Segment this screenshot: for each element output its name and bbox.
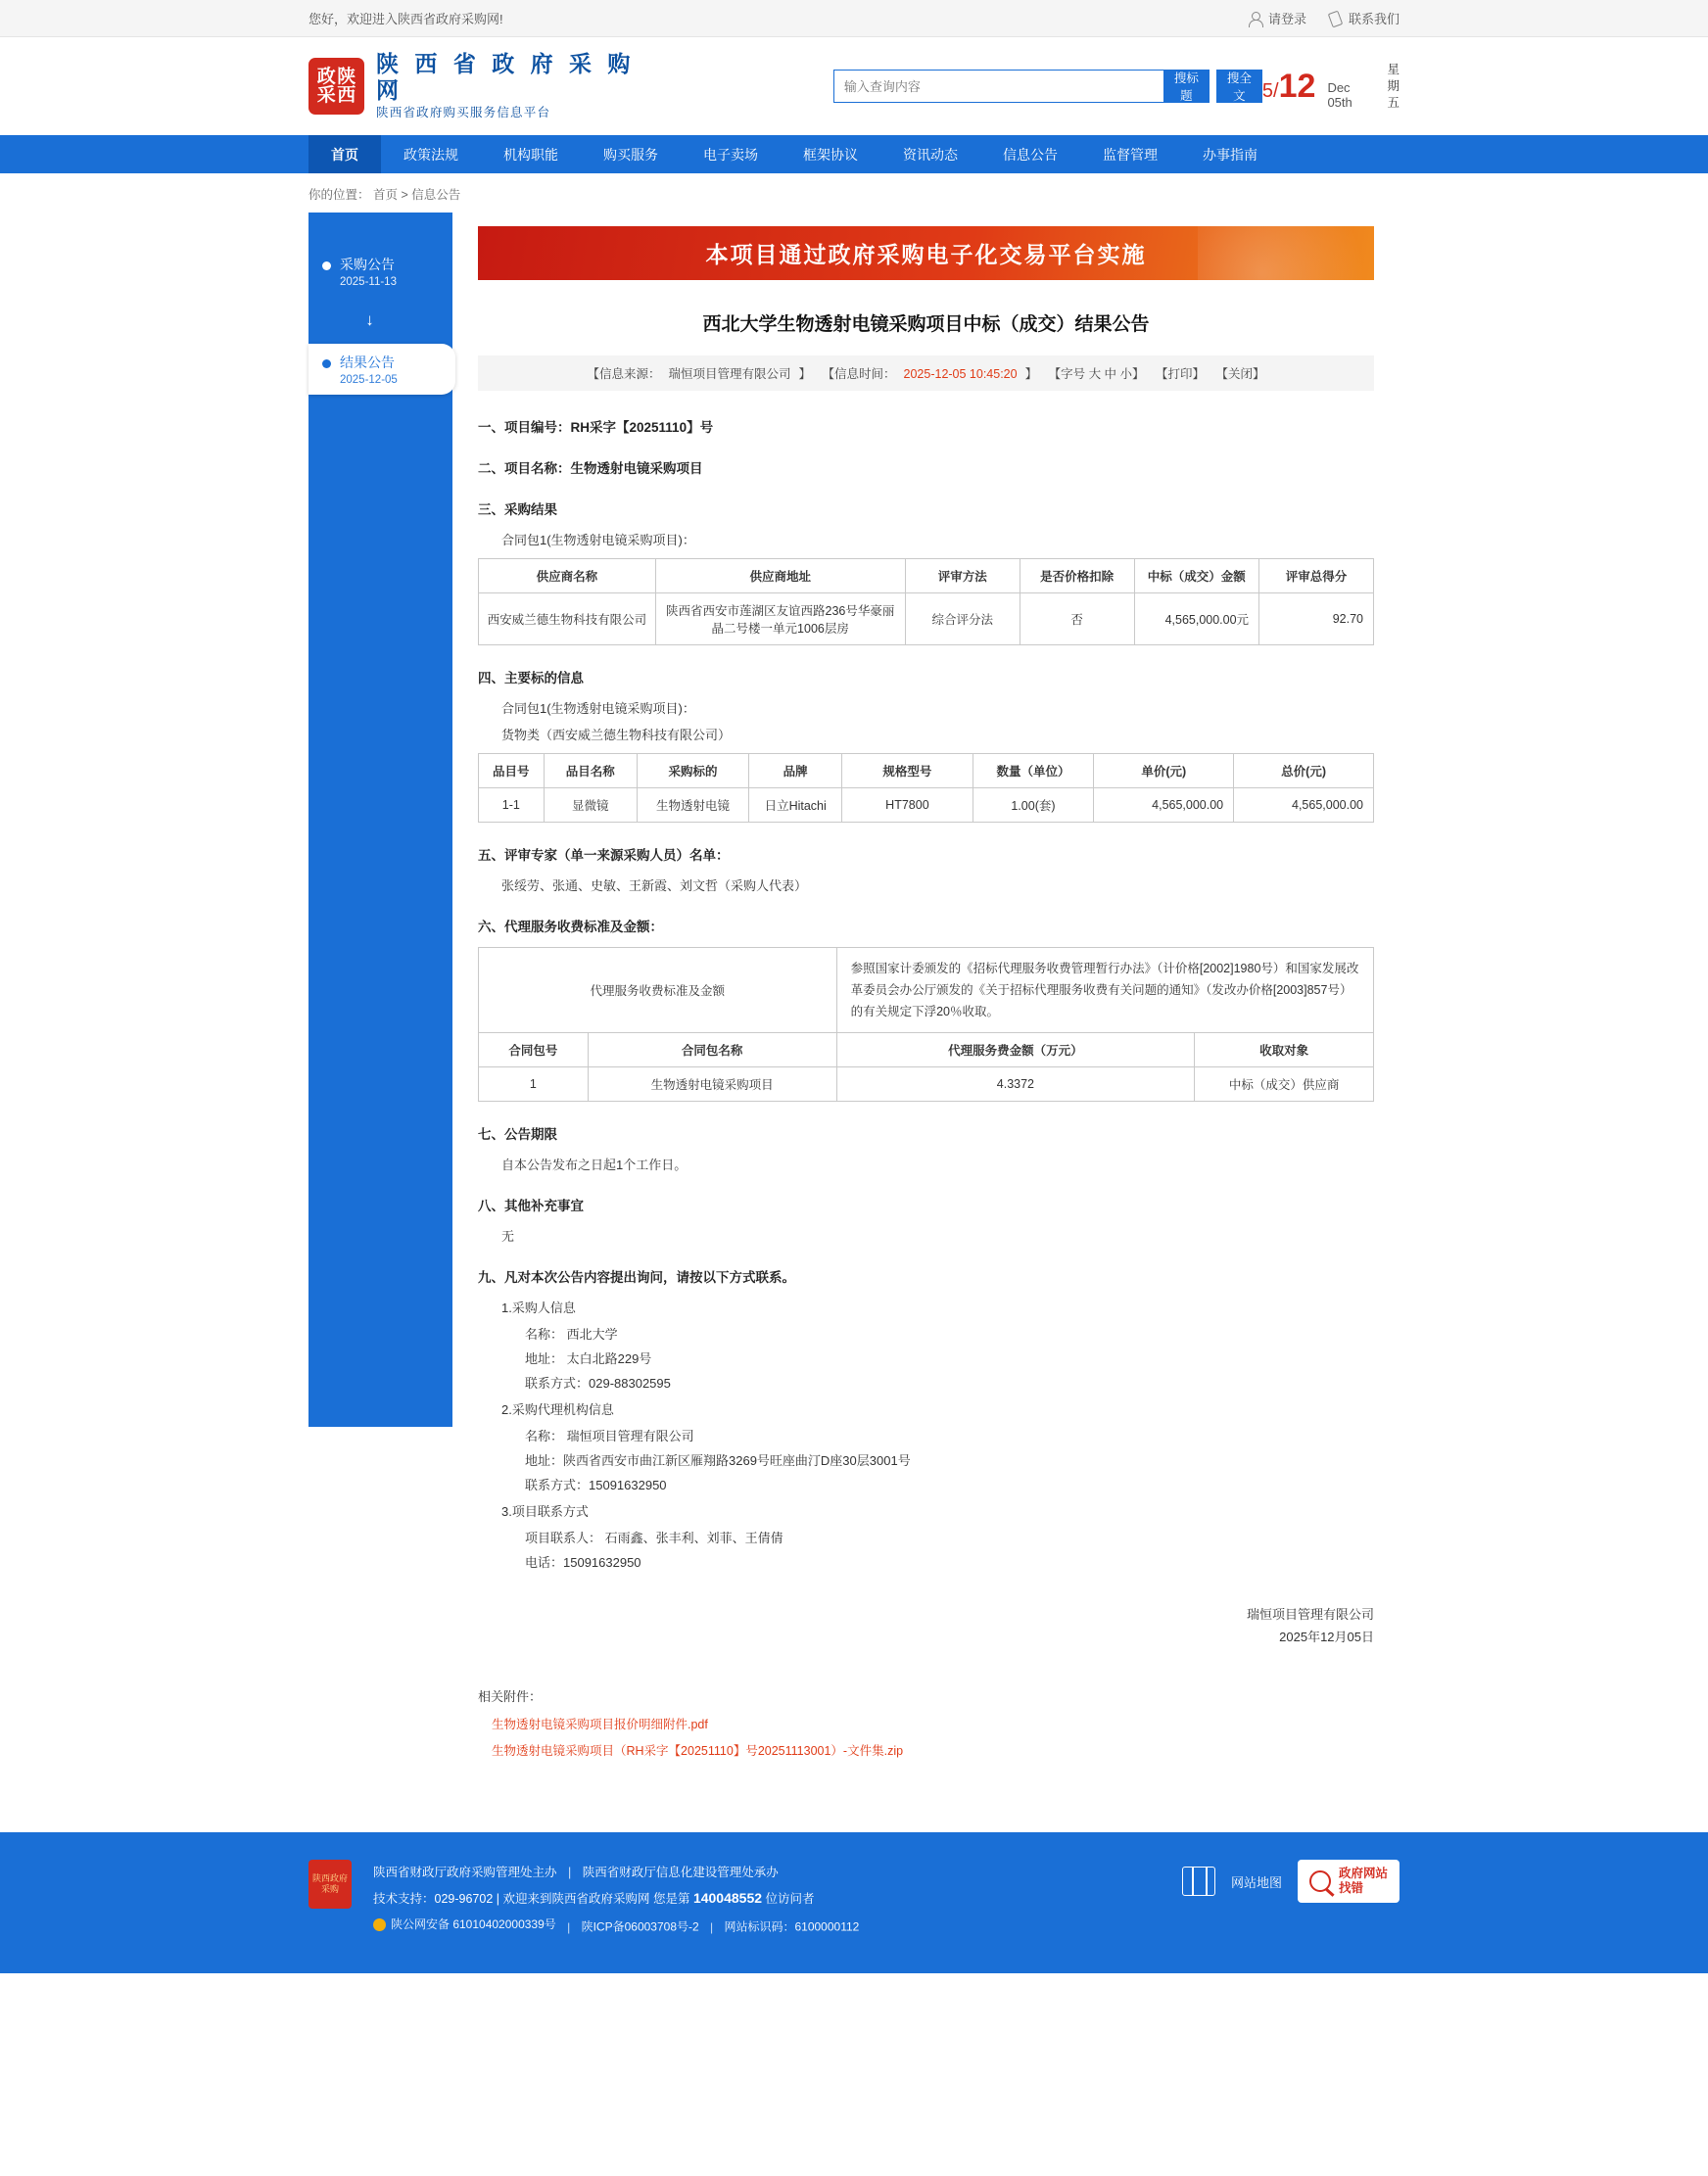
user-icon bbox=[1248, 11, 1262, 25]
purchaser-name: 名称： 西北大学 bbox=[525, 1327, 618, 1342]
table-header-row bbox=[479, 559, 1374, 593]
footer-operator: 陕西省财政厅信息化建设管理处承办 bbox=[582, 1866, 779, 1879]
th-package-name: 合同包名称 bbox=[588, 1033, 836, 1067]
nav-item-guide[interactable]: 办事指南 bbox=[1203, 146, 1257, 163]
search-title-button[interactable]: 搜标题 bbox=[1163, 70, 1210, 103]
cell-review-method: 综合评分法 bbox=[905, 593, 1020, 645]
project-contact-title: 3.项目联系方式 bbox=[501, 1504, 589, 1519]
cell-model: HT7800 bbox=[842, 788, 973, 823]
gov-website-error-badge[interactable] bbox=[1298, 1860, 1400, 1903]
footer-support: 技术支持：029-96702 | 欢迎来到陕西省政府采购网 您是第 bbox=[373, 1892, 690, 1906]
section-7-title: 七、公告期限 bbox=[478, 1127, 557, 1142]
th-item-no: 品目号 bbox=[479, 754, 545, 788]
site-name: 陕 西 省 政 府 采 购 网 bbox=[376, 51, 636, 103]
attachment-link-zip[interactable]: 生物透射电镜采购项目（RH采字【20251110】号20251113001）-文件集.zip bbox=[492, 1744, 904, 1758]
gov-badge-line2: 找错 bbox=[1338, 1881, 1363, 1895]
police-badge-icon bbox=[373, 1918, 386, 1931]
weekday: 星 期 五 bbox=[1387, 62, 1400, 110]
cell-payer: 中标（成交）供应商 bbox=[1195, 1067, 1374, 1102]
footer-right bbox=[1182, 1860, 1400, 1903]
cell-item-name: 显微镜 bbox=[544, 788, 637, 823]
agency-address: 地址：陕西省西安市曲江新区雁翔路3269号旺座曲汀D座30层3001号 bbox=[525, 1453, 911, 1468]
breadcrumb-prefix: 你的位置： bbox=[308, 188, 370, 202]
nav-item-home[interactable]: 首页 bbox=[308, 135, 381, 173]
phone-icon bbox=[1328, 11, 1343, 25]
footer-line-2 bbox=[373, 1885, 859, 1912]
search-input[interactable] bbox=[833, 70, 1163, 103]
date-number: 5/12 bbox=[1261, 67, 1316, 105]
print-button[interactable]: 【打印】 bbox=[1156, 367, 1206, 381]
item-table bbox=[478, 753, 1374, 823]
th-supplier-name: 供应商名称 bbox=[479, 559, 656, 593]
nav-item-framework[interactable]: 框架协议 bbox=[803, 146, 858, 163]
welcome-text: 您好，欢迎进入陕西省政府采购网! bbox=[308, 12, 503, 26]
project-contact-phone: 电话：15091632950 bbox=[525, 1555, 641, 1570]
sidebar-item-date: 2025-11-13 bbox=[340, 276, 397, 288]
fee-title: 代理服务收费标准及金额 bbox=[479, 948, 837, 1033]
top-links bbox=[1248, 9, 1400, 27]
site-map-icon[interactable] bbox=[1182, 1867, 1215, 1896]
th-subject: 采购标的 bbox=[637, 754, 748, 788]
meta-source-label: 【信息来源： bbox=[587, 367, 661, 381]
cell-package-no: 1 bbox=[479, 1067, 589, 1102]
th-package-no: 合同包号 bbox=[479, 1033, 589, 1067]
cell-brand: 日立Hitachi bbox=[749, 788, 842, 823]
logo-mark-icon bbox=[308, 58, 364, 115]
table-header-row bbox=[479, 754, 1374, 788]
date-month: 12 bbox=[1278, 67, 1316, 105]
nav-item-services[interactable]: 购买服务 bbox=[603, 146, 658, 163]
site-logo[interactable] bbox=[308, 51, 667, 121]
agency-contact: 联系方式：15091632950 bbox=[525, 1478, 667, 1492]
fee-description: 参照国家计委颁发的《招标代理服务收费管理暂行办法》（计价格[2002]1980号）和国家发展改革委员会办公厅颁发的《关于招标代理服务收费有关问题的通知》（发改办价格[2003]857号）的有关规定下浮20％收取。 bbox=[836, 948, 1373, 1033]
bullet-icon bbox=[322, 359, 331, 368]
footer-sep-3: | bbox=[710, 1919, 714, 1934]
cell-fee-amount: 4.3372 bbox=[836, 1067, 1195, 1102]
login-link[interactable] bbox=[1248, 9, 1306, 27]
sidebar-item-result-notice[interactable] bbox=[308, 344, 455, 395]
meta-time-end: 】 bbox=[1024, 367, 1038, 381]
bullet-icon bbox=[322, 261, 331, 270]
footer-sep-1: | bbox=[568, 1866, 572, 1879]
logo-char-4: 西 bbox=[337, 84, 356, 106]
footer-sep-2: | bbox=[567, 1919, 571, 1934]
nav-item-functions[interactable]: 机构职能 bbox=[503, 146, 558, 163]
nav-item-news[interactable]: 资讯动态 bbox=[903, 146, 958, 163]
sidebar-item-title: 结果公告 bbox=[340, 355, 395, 370]
th-item-name: 品目名称 bbox=[544, 754, 637, 788]
main-nav bbox=[0, 135, 1708, 173]
footer-line-1 bbox=[373, 1860, 859, 1885]
cell-supplier-address: 陕西省西安市莲湖区友谊西路236号华豪丽晶二号楼一单元1006层房 bbox=[655, 593, 905, 645]
table-row bbox=[479, 788, 1374, 823]
cell-award-amount: 4,565,000.00元 bbox=[1134, 593, 1259, 645]
breadcrumb-current: 信息公告 bbox=[411, 188, 461, 202]
police-beian[interactable] bbox=[373, 1912, 556, 1937]
th-fee-amount: 代理服务费金额（万元） bbox=[836, 1033, 1195, 1067]
contact-label: 联系我们 bbox=[1348, 12, 1400, 26]
th-review-method: 评审方法 bbox=[905, 559, 1020, 593]
cell-total-price: 4,565,000.00 bbox=[1234, 788, 1374, 823]
footer-badge-icon: 陕西政府采购 bbox=[308, 1860, 352, 1909]
agency-fee-table bbox=[478, 947, 1374, 1102]
cell-item-no: 1-1 bbox=[479, 788, 545, 823]
date-widget bbox=[1262, 62, 1400, 112]
agency-info-title: 2.采购代理机构信息 bbox=[501, 1402, 614, 1417]
attachment-link-pdf[interactable]: 生物透射电镜采购项目报价明细附件.pdf bbox=[492, 1718, 708, 1731]
date-day: 5 bbox=[1261, 79, 1274, 102]
agency-name: 名称： 瑞恒项目管理有限公司 bbox=[525, 1429, 694, 1443]
attachments-title: 相关附件： bbox=[478, 1689, 543, 1704]
table-header-row bbox=[479, 1033, 1374, 1067]
table-row bbox=[479, 593, 1374, 645]
meta-time-label: 【信息时间： bbox=[822, 367, 896, 381]
logo-char-1: 政 bbox=[316, 66, 336, 87]
logo-char-3: 采 bbox=[316, 84, 336, 106]
purchaser-address: 地址： 太白北路229号 bbox=[525, 1351, 652, 1366]
nav-item-supervision[interactable]: 监督管理 bbox=[1103, 146, 1158, 163]
notice-period-text: 自本公告发布之日起1个工作日。 bbox=[501, 1158, 688, 1172]
meta-source-end: 】 bbox=[798, 367, 812, 381]
cell-total-score: 92.70 bbox=[1259, 593, 1374, 645]
site-footer bbox=[0, 1832, 1708, 1973]
th-model: 规格型号 bbox=[842, 754, 973, 788]
contact-link[interactable] bbox=[1328, 9, 1400, 27]
th-award-amount: 中标（成交）金额 bbox=[1134, 559, 1259, 593]
fee-description-row bbox=[479, 948, 1374, 1033]
search-box bbox=[833, 70, 1262, 103]
th-unit-price: 单价(元) bbox=[1094, 754, 1234, 788]
site-header bbox=[0, 37, 1708, 135]
police-beian-text: 陕公网安备 61010402000339号 bbox=[391, 1917, 556, 1931]
top-bar bbox=[0, 0, 1708, 37]
site-subtitle: 陕西省政府购买服务信息平台 bbox=[376, 106, 551, 119]
expert-names: 张绥劳、张通、史敏、王新霞、刘文哲（采购人代表） bbox=[501, 878, 808, 893]
cell-price-deduction: 否 bbox=[1020, 593, 1134, 645]
breadcrumb bbox=[0, 173, 1708, 213]
section-5-title: 五、评审专家（单一来源采购人员）名单： bbox=[478, 848, 730, 863]
sidebar-item-title: 采购公告 bbox=[340, 257, 395, 272]
table-row bbox=[479, 1067, 1374, 1102]
down-arrow-icon: ↓ bbox=[365, 310, 374, 329]
th-total-price: 总价(元) bbox=[1234, 754, 1374, 788]
footer-line-3 bbox=[373, 1912, 859, 1940]
font-size-control[interactable]: 【字号 大 中 小】 bbox=[1048, 367, 1145, 381]
th-brand: 品牌 bbox=[749, 754, 842, 788]
cell-supplier-name: 西安威兰德生物科技有限公司 bbox=[479, 593, 656, 645]
section-1-title: 一、项目编号：RH采字【20251110】号 bbox=[478, 420, 714, 435]
section-4-title: 四、主要标的信息 bbox=[478, 671, 584, 686]
section-6-title: 六、代理服务收费标准及金额： bbox=[478, 920, 663, 934]
footer-host: 陕西省财政厅政府采购管理处主办 bbox=[373, 1866, 557, 1879]
section-8-title: 八、其他补充事宜 bbox=[478, 1199, 584, 1213]
nav-item-announcements[interactable]: 信息公告 bbox=[1003, 146, 1058, 163]
other-matters-text: 无 bbox=[501, 1229, 515, 1244]
footer-text-block bbox=[373, 1860, 859, 1940]
result-table bbox=[478, 558, 1374, 645]
signature-company: 瑞恒项目管理有限公司 bbox=[1246, 1607, 1374, 1622]
meta-time: 2025-12-05 10:45:20 bbox=[903, 367, 1018, 381]
gov-badge-line1: 政府网站 bbox=[1338, 1867, 1388, 1880]
th-quantity: 数量（单位） bbox=[973, 754, 1094, 788]
cell-subject: 生物透射电镜 bbox=[637, 788, 748, 823]
section-4-category: 货物类（西安威兰德生物科技有限公司） bbox=[501, 728, 732, 742]
login-label: 请登录 bbox=[1267, 12, 1306, 26]
th-supplier-address: 供应商地址 bbox=[655, 559, 905, 593]
search-fulltext-button[interactable]: 搜全文 bbox=[1216, 70, 1262, 103]
attachments-list bbox=[492, 1715, 1374, 1759]
page-title: 西北大学生物透射电镜采购项目中标（成交）结果公告 bbox=[702, 314, 1150, 335]
section-9-title: 九、凡对本次公告内容提出询问，请按以下方式联系。 bbox=[478, 1270, 795, 1285]
section-2-title: 二、项目名称：生物透射电镜采购项目 bbox=[478, 461, 703, 476]
section-3-title: 三、采购结果 bbox=[478, 502, 557, 517]
purchaser-contact: 联系方式：029-88302595 bbox=[525, 1376, 671, 1391]
signature-date: 2025年12月05日 bbox=[1279, 1630, 1374, 1644]
cell-unit-price: 4,565,000.00 bbox=[1094, 788, 1234, 823]
icp-beian[interactable]: 陕ICP备06003708号-2 bbox=[581, 1919, 699, 1934]
nav-item-policy[interactable]: 政策法规 bbox=[403, 146, 458, 163]
site-code: 网站标识码：6100000112 bbox=[724, 1919, 860, 1934]
logo-char-2: 陕 bbox=[337, 66, 356, 87]
content-area bbox=[0, 213, 1708, 1807]
cell-quantity: 1.00(套) bbox=[973, 788, 1094, 823]
article bbox=[452, 213, 1400, 1807]
platform-banner: 本项目通过政府采购电子化交易平台实施 bbox=[478, 226, 1374, 280]
purchaser-info-title: 1.采购人信息 bbox=[501, 1301, 576, 1315]
th-total-score: 评审总得分 bbox=[1259, 559, 1374, 593]
breadcrumb-sep: > bbox=[401, 188, 408, 202]
site-map-label[interactable]: 网站地图 bbox=[1230, 1874, 1282, 1890]
date-english: Dec 05th bbox=[1327, 79, 1352, 110]
section-4-package: 合同包1(生物透射电镜采购项目)： bbox=[501, 701, 695, 716]
cell-package-name: 生物透射电镜采购项目 bbox=[588, 1067, 836, 1102]
close-button[interactable]: 【关闭】 bbox=[1215, 367, 1265, 381]
meta-source: 瑞恒项目管理有限公司 bbox=[668, 367, 791, 381]
footer-visit-suffix: 位访问者 bbox=[765, 1892, 815, 1906]
sidebar bbox=[308, 213, 452, 1427]
article-meta bbox=[478, 355, 1374, 391]
nav-item-emarket[interactable]: 电子卖场 bbox=[703, 146, 758, 163]
th-payer: 收取对象 bbox=[1195, 1033, 1374, 1067]
sidebar-item-date: 2025-12-05 bbox=[340, 374, 398, 386]
breadcrumb-home[interactable]: 首页 bbox=[373, 188, 399, 202]
sidebar-item-procurement-notice[interactable] bbox=[308, 246, 452, 297]
section-3-package: 合同包1(生物透射电镜采购项目)： bbox=[501, 533, 695, 547]
footer-visit-count: 140048552 bbox=[692, 1890, 763, 1906]
logo-text bbox=[376, 51, 667, 121]
signature-block bbox=[478, 1604, 1374, 1645]
th-price-deduction: 是否价格扣除 bbox=[1020, 559, 1134, 593]
project-contact-person: 项目联系人： 石雨鑫、张丰利、刘菲、王倩倩 bbox=[525, 1531, 783, 1545]
gov-badge-text bbox=[1339, 1867, 1388, 1896]
magnifier-icon bbox=[1309, 1870, 1331, 1892]
